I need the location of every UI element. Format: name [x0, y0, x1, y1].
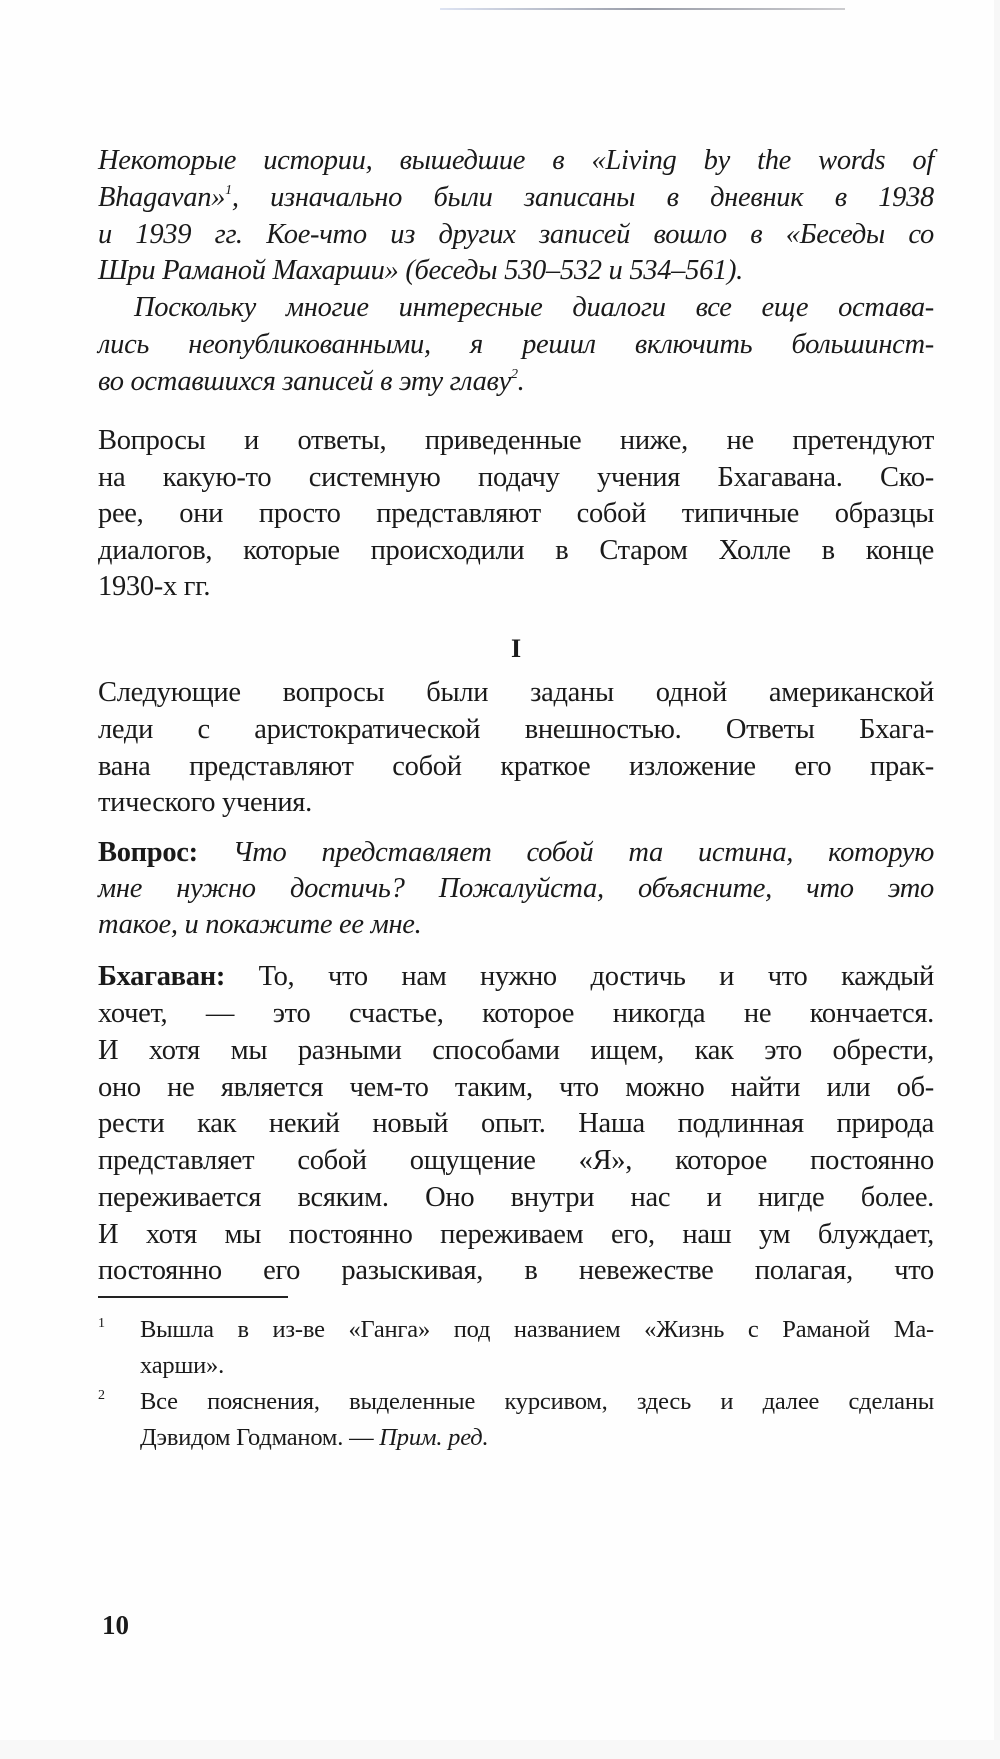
- text-line: лись неопубликованными, я решил включить большинст-: [98, 329, 934, 360]
- text-line: рести как некий новый опыт. Наша подлинная природа: [98, 1108, 934, 1139]
- text-line: переживается всяким. Оно внутри нас и нигде более.: [98, 1182, 934, 1213]
- page-right-edge: [994, 0, 1000, 1759]
- footnote-line: [140, 1420, 934, 1456]
- footnote-line: Вышла в из-ве «Ганга» под названием «Жизнь с Раманой Ма-: [140, 1316, 934, 1343]
- text-fragment: То, что нам нужно достичь и что каждый: [258, 961, 934, 992]
- text-line: [98, 958, 934, 995]
- text-line: оно не является чем-то таким, что можно найти или об-: [98, 1072, 934, 1103]
- footnote-number: 2: [98, 1388, 105, 1403]
- footnote-line: харши».: [140, 1352, 225, 1379]
- text-line: Поскольку многие интересные диалоги все еще остава-: [134, 292, 934, 323]
- text-line: И хотя мы постоянно переживаем его, наш ум блуждает,: [98, 1219, 934, 1250]
- text-line: Следующие вопросы были заданы одной американской: [98, 677, 934, 708]
- page-bottom-edge: [0, 1740, 1000, 1759]
- text-line: хочет, — это счастье, которое никогда не кончается.: [98, 998, 934, 1029]
- text-line: Шри Раманой Махарши» (беседы 530–532 и 534–561).: [98, 255, 743, 286]
- text-line: [98, 179, 934, 216]
- text-line: [98, 363, 934, 400]
- section-marker: I: [510, 634, 522, 663]
- footnote-divider: [98, 1296, 288, 1298]
- footnote-ref-1[interactable]: 1: [225, 183, 232, 198]
- text-fragment: .: [517, 366, 525, 397]
- text-line: мне нужно достичь? Пожалуйста, объясните, что это: [98, 873, 934, 904]
- text-line: леди с аристократической внешностью. Ответы Бхага-: [98, 714, 934, 745]
- text-line: И хотя мы разными способами ищем, как это обрести,: [98, 1035, 934, 1066]
- text-line: Вопросы и ответы, приведенные ниже, не претендуют: [98, 425, 934, 456]
- page-number: 10: [102, 1610, 129, 1640]
- text-fragment: Bhagavan»: [98, 182, 226, 213]
- text-line: Некоторые истории, вышедшие в «Living by the words of: [98, 145, 934, 176]
- footnote-number: 1: [98, 1316, 105, 1331]
- answer-label: Бхагаван:: [98, 961, 226, 992]
- text-line: вана представляют собой краткое изложение его прак-: [98, 751, 934, 782]
- text-line: рее, они просто представляют собой типичные образцы: [98, 498, 934, 529]
- text-line: такое, и покажите ее мне.: [98, 909, 422, 940]
- footnote-line: Все пояснения, выделенные курсивом, здесь и далее сделаны: [140, 1388, 934, 1415]
- text-line: постоянно его разыскивая, в невежестве полагая, что: [98, 1255, 934, 1286]
- editor-note: Прим. ред.: [379, 1424, 489, 1451]
- text-fragment: Дэвидом Годманом. —: [140, 1424, 380, 1451]
- text-line: [98, 834, 934, 871]
- text-line: 1930-х гг.: [98, 571, 211, 602]
- text-fragment: , изначально были записаны в дневник в 1938: [231, 182, 934, 213]
- text-line: тического учения.: [98, 787, 312, 818]
- text-line: на какую-то системную подачу учения Бхагавана. Ско-: [98, 462, 934, 493]
- text-line: и 1939 гг. Кое-что из других записей вошло в «Беседы со: [98, 219, 934, 250]
- question-label: Вопрос:: [98, 837, 198, 868]
- page-top-edge: [440, 8, 845, 10]
- footnote-ref-2[interactable]: 2: [510, 367, 518, 382]
- text-fragment: Что представляет собой та истина, которую: [232, 837, 934, 868]
- text-line: диалогов, которые происходили в Старом Холле в конце: [98, 535, 934, 566]
- text-line: представляет собой ощущение «Я», которое постоянно: [98, 1145, 934, 1176]
- text-fragment: во оставшихся записей в эту главу: [98, 366, 511, 397]
